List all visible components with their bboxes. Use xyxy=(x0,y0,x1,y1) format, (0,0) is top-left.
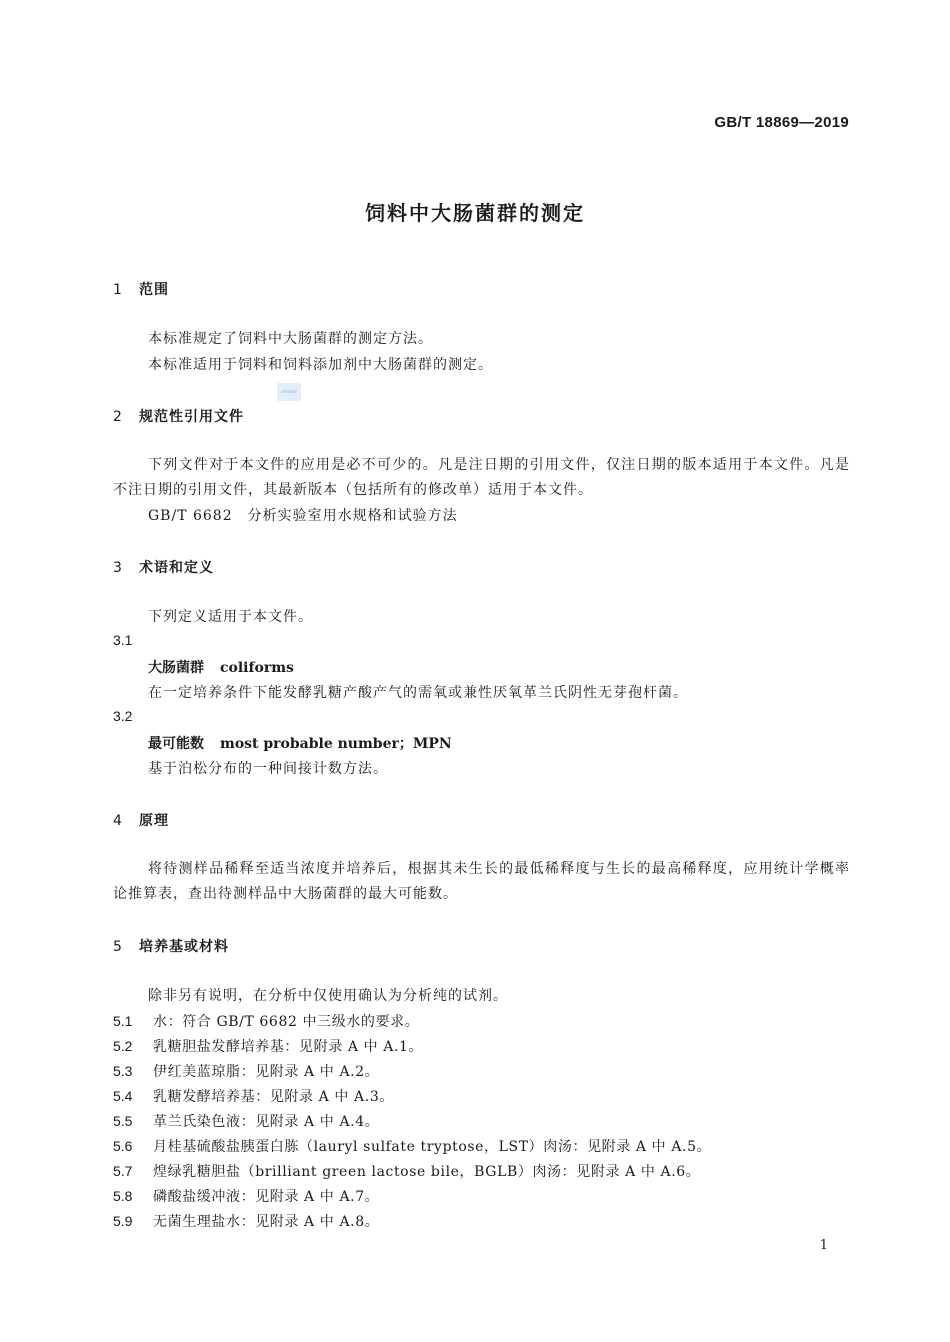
term-en: most probable number；MPN xyxy=(220,736,452,752)
materials-intro: 除非另有说明，在分析中仅使用确认为分析纯的试剂。 xyxy=(148,988,508,1004)
list-item xyxy=(113,1186,379,1206)
term-definition: 在一定培养条件下能发酵乳糖产酸产气的需氧或兼性厌氧革兰氏阴性无芽孢杆菌。 xyxy=(148,685,688,701)
term-zh: 大肠菌群 xyxy=(148,660,204,676)
section-2-heading xyxy=(113,406,244,426)
term-heading xyxy=(148,657,294,677)
term-number: 3.1 xyxy=(113,632,133,648)
item-number: 5.7 xyxy=(113,1163,133,1179)
reference-gbt-6682: GB/T 6682 分析实验室用水规格和试验方法 xyxy=(148,508,458,524)
list-item xyxy=(113,1136,711,1156)
section-1-heading xyxy=(113,279,169,299)
item-number: 5.4 xyxy=(113,1088,133,1104)
section-title: 术语和定义 xyxy=(139,560,214,576)
item-text: 伊红美蓝琼脂：见附录 A 中 A.2。 xyxy=(153,1064,380,1080)
scope-line-2: 本标准适用于饲料和饲料添加剂中大肠菌群的测定。 xyxy=(148,357,493,373)
standard-code: GB/T 18869—2019 xyxy=(714,114,849,131)
section-4-heading xyxy=(113,810,169,830)
list-item xyxy=(113,1036,423,1056)
list-item xyxy=(113,1211,379,1231)
section-5-heading xyxy=(113,936,229,956)
item-text: 水：符合 GB/T 6682 中三级水的要求。 xyxy=(153,1014,420,1030)
item-number: 5.9 xyxy=(113,1213,133,1229)
term-heading xyxy=(148,733,452,753)
section-3-heading xyxy=(113,557,214,577)
section-title: 培养基或材料 xyxy=(139,939,229,955)
item-number: 5.3 xyxy=(113,1063,133,1079)
term-zh: 最可能数 xyxy=(148,736,204,752)
item-number: 5.5 xyxy=(113,1113,133,1129)
section-title: 范围 xyxy=(139,282,169,298)
section-number: 2 xyxy=(113,409,123,425)
section-number: 3 xyxy=(113,560,123,576)
watermark-stamp xyxy=(277,383,301,401)
section-number: 4 xyxy=(113,813,123,829)
section-number: 5 xyxy=(113,939,123,955)
section-title: 原理 xyxy=(139,813,169,829)
item-number: 5.1 xyxy=(113,1013,133,1029)
item-number: 5.8 xyxy=(113,1188,133,1204)
list-item xyxy=(113,1086,394,1106)
item-text: 乳糖发酵培养基：见附录 A 中 A.3。 xyxy=(153,1089,394,1105)
document-title: 饲料中大肠菌群的测定 xyxy=(365,201,585,225)
term-en: coliforms xyxy=(220,660,294,676)
list-item xyxy=(113,1011,419,1031)
item-text: 革兰氏染色液：见附录 A 中 A.4。 xyxy=(153,1114,380,1130)
section-number: 1 xyxy=(113,282,123,298)
list-item xyxy=(113,1111,379,1131)
section-title: 规范性引用文件 xyxy=(139,409,244,425)
item-number: 5.6 xyxy=(113,1138,133,1154)
list-item xyxy=(113,1161,700,1181)
term-definition: 基于泊松分布的一种间接计数方法。 xyxy=(148,761,388,777)
principle-paragraph: 将待测样品稀释至适当浓度并培养后，根据其未生长的最低稀释度与生长的最高稀释度，应用统计学概率论推算表，查出待测样品中大肠菌群的最大可能数。 xyxy=(113,861,850,902)
item-text: 乳糖胆盐发酵培养基：见附录 A 中 A.1。 xyxy=(153,1039,424,1055)
terms-intro: 下列定义适用于本文件。 xyxy=(148,609,313,625)
list-item xyxy=(113,1061,379,1081)
item-number: 5.2 xyxy=(113,1038,133,1054)
scope-line-1: 本标准规定了饲料中大肠菌群的测定方法。 xyxy=(148,331,433,347)
page-number: 1 xyxy=(819,1238,828,1253)
item-text: 磷酸盐缓冲液：见附录 A 中 A.7。 xyxy=(153,1189,380,1205)
item-text: 煌绿乳糖胆盐（brilliant green lactose bile，BGLB）肉汤：见附录 A 中 A.6。 xyxy=(153,1164,701,1180)
item-text: 无菌生理盐水：见附录 A 中 A.8。 xyxy=(153,1214,380,1230)
item-text: 月桂基硫酸盐胰蛋白胨（lauryl sulfate tryptose，LST）肉汤：见附录 A 中 A.5。 xyxy=(153,1139,712,1155)
term-number: 3.2 xyxy=(113,708,133,724)
normative-references-paragraph: 下列文件对于本文件的应用是必不可少的。凡是注日期的引用文件，仅注日期的版本适用于本文件。凡是不注日期的引用文件，其最新版本（包括所有的修改单）适用于本文件。 xyxy=(113,457,850,498)
